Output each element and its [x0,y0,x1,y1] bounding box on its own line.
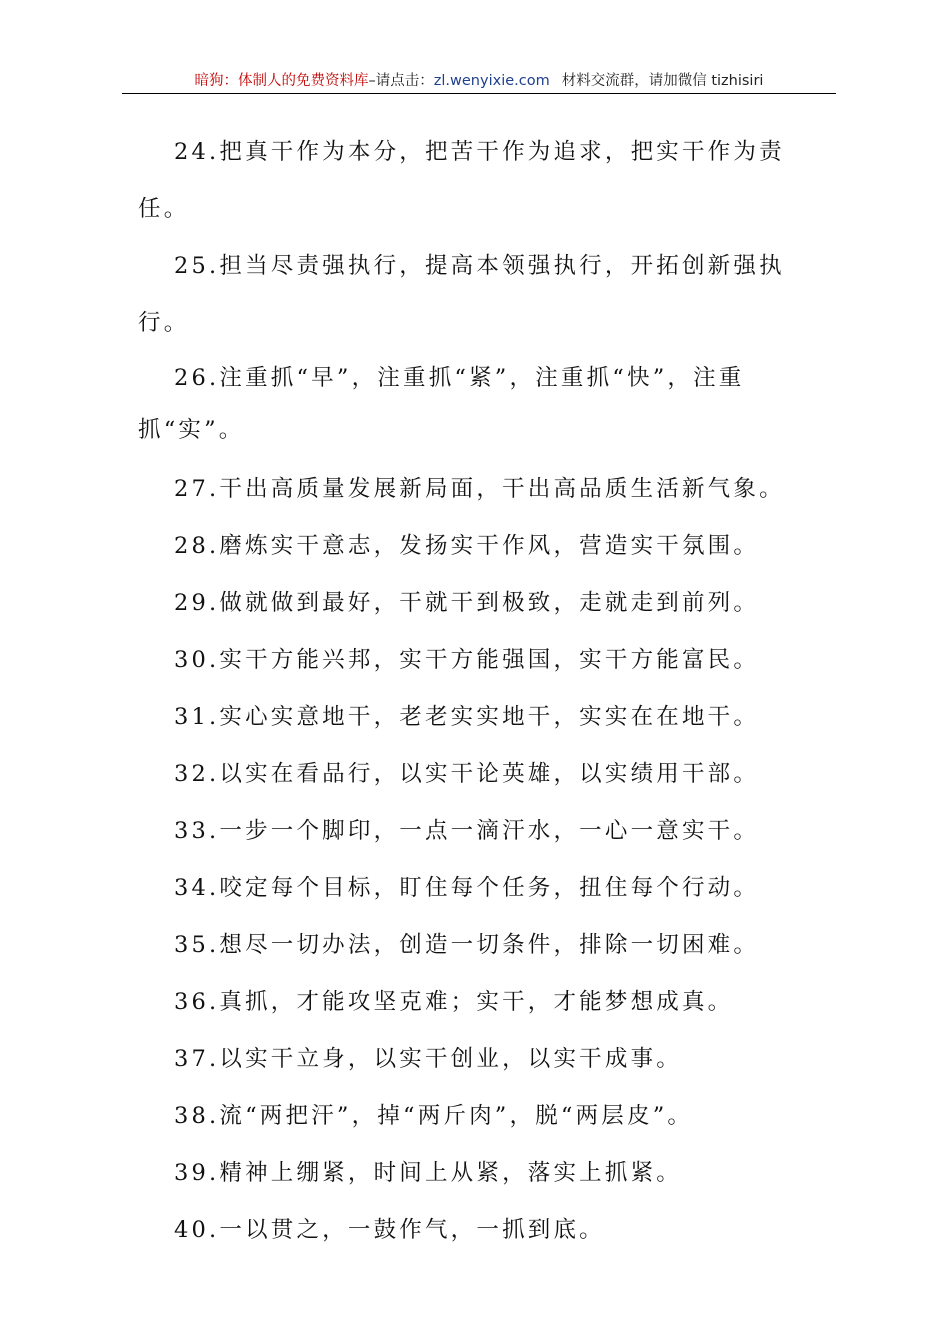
list-item: 27.干出高质量发展新局面，干出高品质生活新气象。 [174,476,785,502]
list-item: 30.实干方能兴邦，实干方能强国，实干方能富民。 [174,647,760,673]
list-item: 38.流“两把汗”，掉“两斤肉”，脱“两层皮”。 [174,1103,694,1129]
list-item: 31.实心实意地干，老老实实地干，实实在在地干。 [174,704,760,730]
list-item: 40.一以贯之，一鼓作气，一抓到底。 [174,1217,605,1243]
list-item: 29.做就做到最好，干就干到极致，走就走到前列。 [174,590,760,616]
list-item: 24.把真干作为本分，把苦干作为追求，把实干作为责任。 [138,139,785,222]
header-contact: 材料交流群，请加微信 tizhisiri [561,73,764,89]
list-item: 37.以实干立身，以实干创业，以实干成事。 [174,1046,682,1072]
list-item: 32.以实在看品行，以实干论英雄，以实绩用干部。 [174,761,760,787]
header-brand: 暗狗：体制人的免费资料库 [194,73,369,89]
page-header [122,70,836,92]
list-item: 34.咬定每个目标，盯住每个任务，扭住每个行动。 [174,875,760,901]
list-item: 28.磨炼实干意志，发扬实干作风，营造实干氛围。 [174,533,760,559]
document-body [138,124,836,1259]
list-item: 39.精神上绷紧，时间上从紧，落实上抓紧。 [174,1160,682,1186]
header-divider [122,93,836,94]
list-item: 35.想尽一切办法，创造一切条件，排除一切困难。 [174,932,760,958]
header-link[interactable]: zl.wenyixie.com [433,73,550,89]
list-item: 26.注重抓“早”，注重抓“紧”，注重抓“快”，注重抓“实”。 [138,365,745,443]
header-prompt: –请点击： [368,73,434,89]
list-item: 36.真抓，才能攻坚克难；实干，才能梦想成真。 [174,989,734,1015]
list-item: 25.担当尽责强执行，提高本领强执行，开拓创新强执行。 [138,253,785,336]
list-item: 33.一步一个脚印，一点一滴汗水，一心一意实干。 [174,818,760,844]
